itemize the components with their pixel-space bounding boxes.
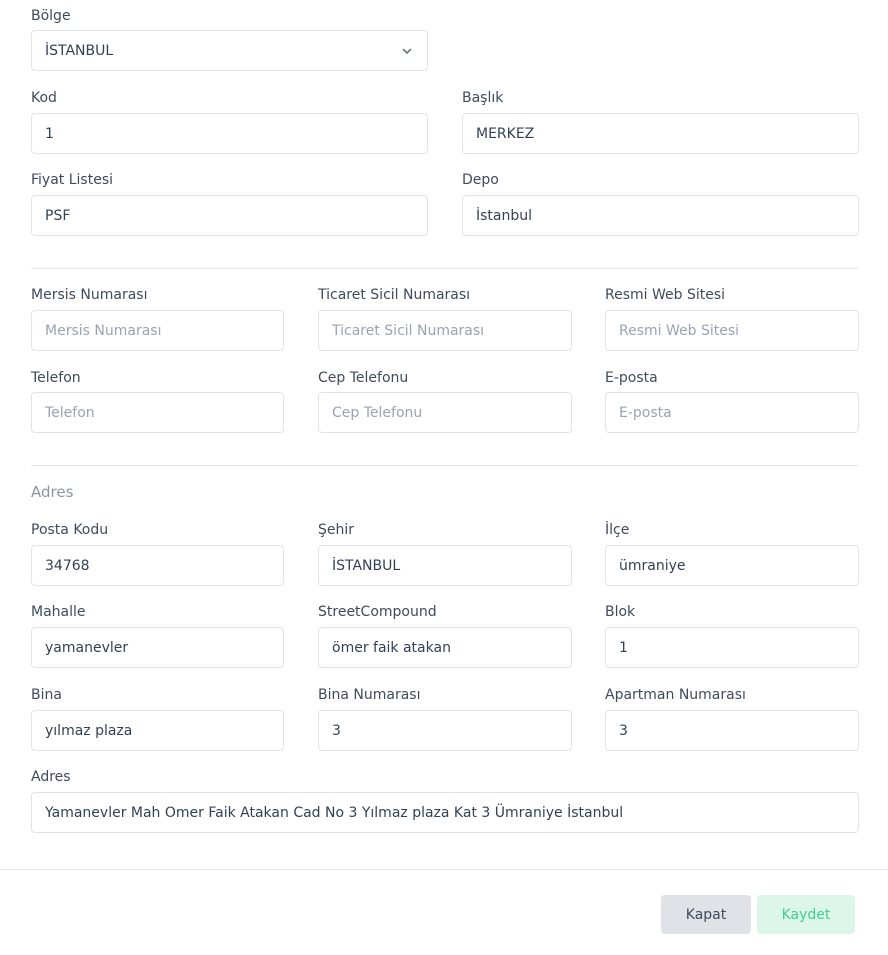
price-list-input[interactable]: PSF (31, 195, 428, 236)
mobile-input[interactable]: Cep Telefonu (318, 392, 572, 433)
district-label: İlçe (605, 522, 630, 538)
neighborhood-label: Mahalle (31, 604, 86, 620)
building-number-input[interactable]: 3 (318, 710, 572, 751)
code-input[interactable]: 1 (31, 113, 428, 154)
address-section-title: Adres (31, 483, 74, 501)
mersis-label: Mersis Numarası (31, 287, 148, 303)
postal-code-label: Posta Kodu (31, 522, 109, 538)
city-input[interactable]: İSTANBUL (318, 545, 572, 586)
city-label: Şehir (318, 522, 355, 538)
region-value: İSTANBUL (45, 42, 114, 59)
region-select[interactable] (31, 30, 428, 71)
apartment-number-input[interactable]: 3 (605, 710, 859, 751)
divider (31, 465, 859, 466)
close-button[interactable]: Kapat (661, 895, 751, 934)
address-label: Adres (31, 769, 71, 785)
warehouse-input[interactable]: İstanbul (462, 195, 859, 236)
region-label: Bölge (31, 8, 71, 24)
building-number-label: Bina Numarası (318, 687, 421, 703)
code-label: Kod (31, 90, 57, 106)
trade-registry-input[interactable]: Ticaret Sicil Numarası (318, 310, 572, 351)
save-button[interactable]: Kaydet (757, 895, 855, 934)
warehouse-label: Depo (462, 172, 499, 188)
email-input[interactable]: E-posta (605, 392, 859, 433)
mersis-input[interactable]: Mersis Numarası (31, 310, 284, 351)
email-label: E-posta (605, 370, 658, 386)
website-label: Resmi Web Sitesi (605, 287, 726, 303)
postal-code-input[interactable]: 34768 (31, 545, 284, 586)
title-input[interactable]: MERKEZ (462, 113, 859, 154)
website-input[interactable]: Resmi Web Sitesi (605, 310, 859, 351)
block-input[interactable]: 1 (605, 627, 859, 668)
district-input[interactable]: ümraniye (605, 545, 859, 586)
price-list-label: Fiyat Listesi (31, 172, 113, 188)
trade-registry-label: Ticaret Sicil Numarası (318, 287, 471, 303)
street-label: StreetCompound (318, 604, 437, 620)
divider (31, 268, 859, 269)
phone-label: Telefon (31, 370, 81, 386)
apartment-number-label: Apartman Numarası (605, 687, 746, 703)
building-input[interactable]: yılmaz plaza (31, 710, 284, 751)
address-input[interactable]: Yamanevler Mah Omer Faik Atakan Cad No 3 Yılmaz plaza Kat 3 Ümraniye İstanbul (31, 792, 859, 833)
chevron-down-icon (400, 44, 414, 58)
mobile-label: Cep Telefonu (318, 370, 409, 386)
footer-divider (0, 869, 888, 870)
neighborhood-input[interactable]: yamanevler (31, 627, 284, 668)
phone-input[interactable]: Telefon (31, 392, 284, 433)
block-label: Blok (605, 604, 636, 620)
title-label: Başlık (462, 90, 504, 106)
building-label: Bina (31, 687, 62, 703)
street-input[interactable]: ömer faik atakan (318, 627, 572, 668)
